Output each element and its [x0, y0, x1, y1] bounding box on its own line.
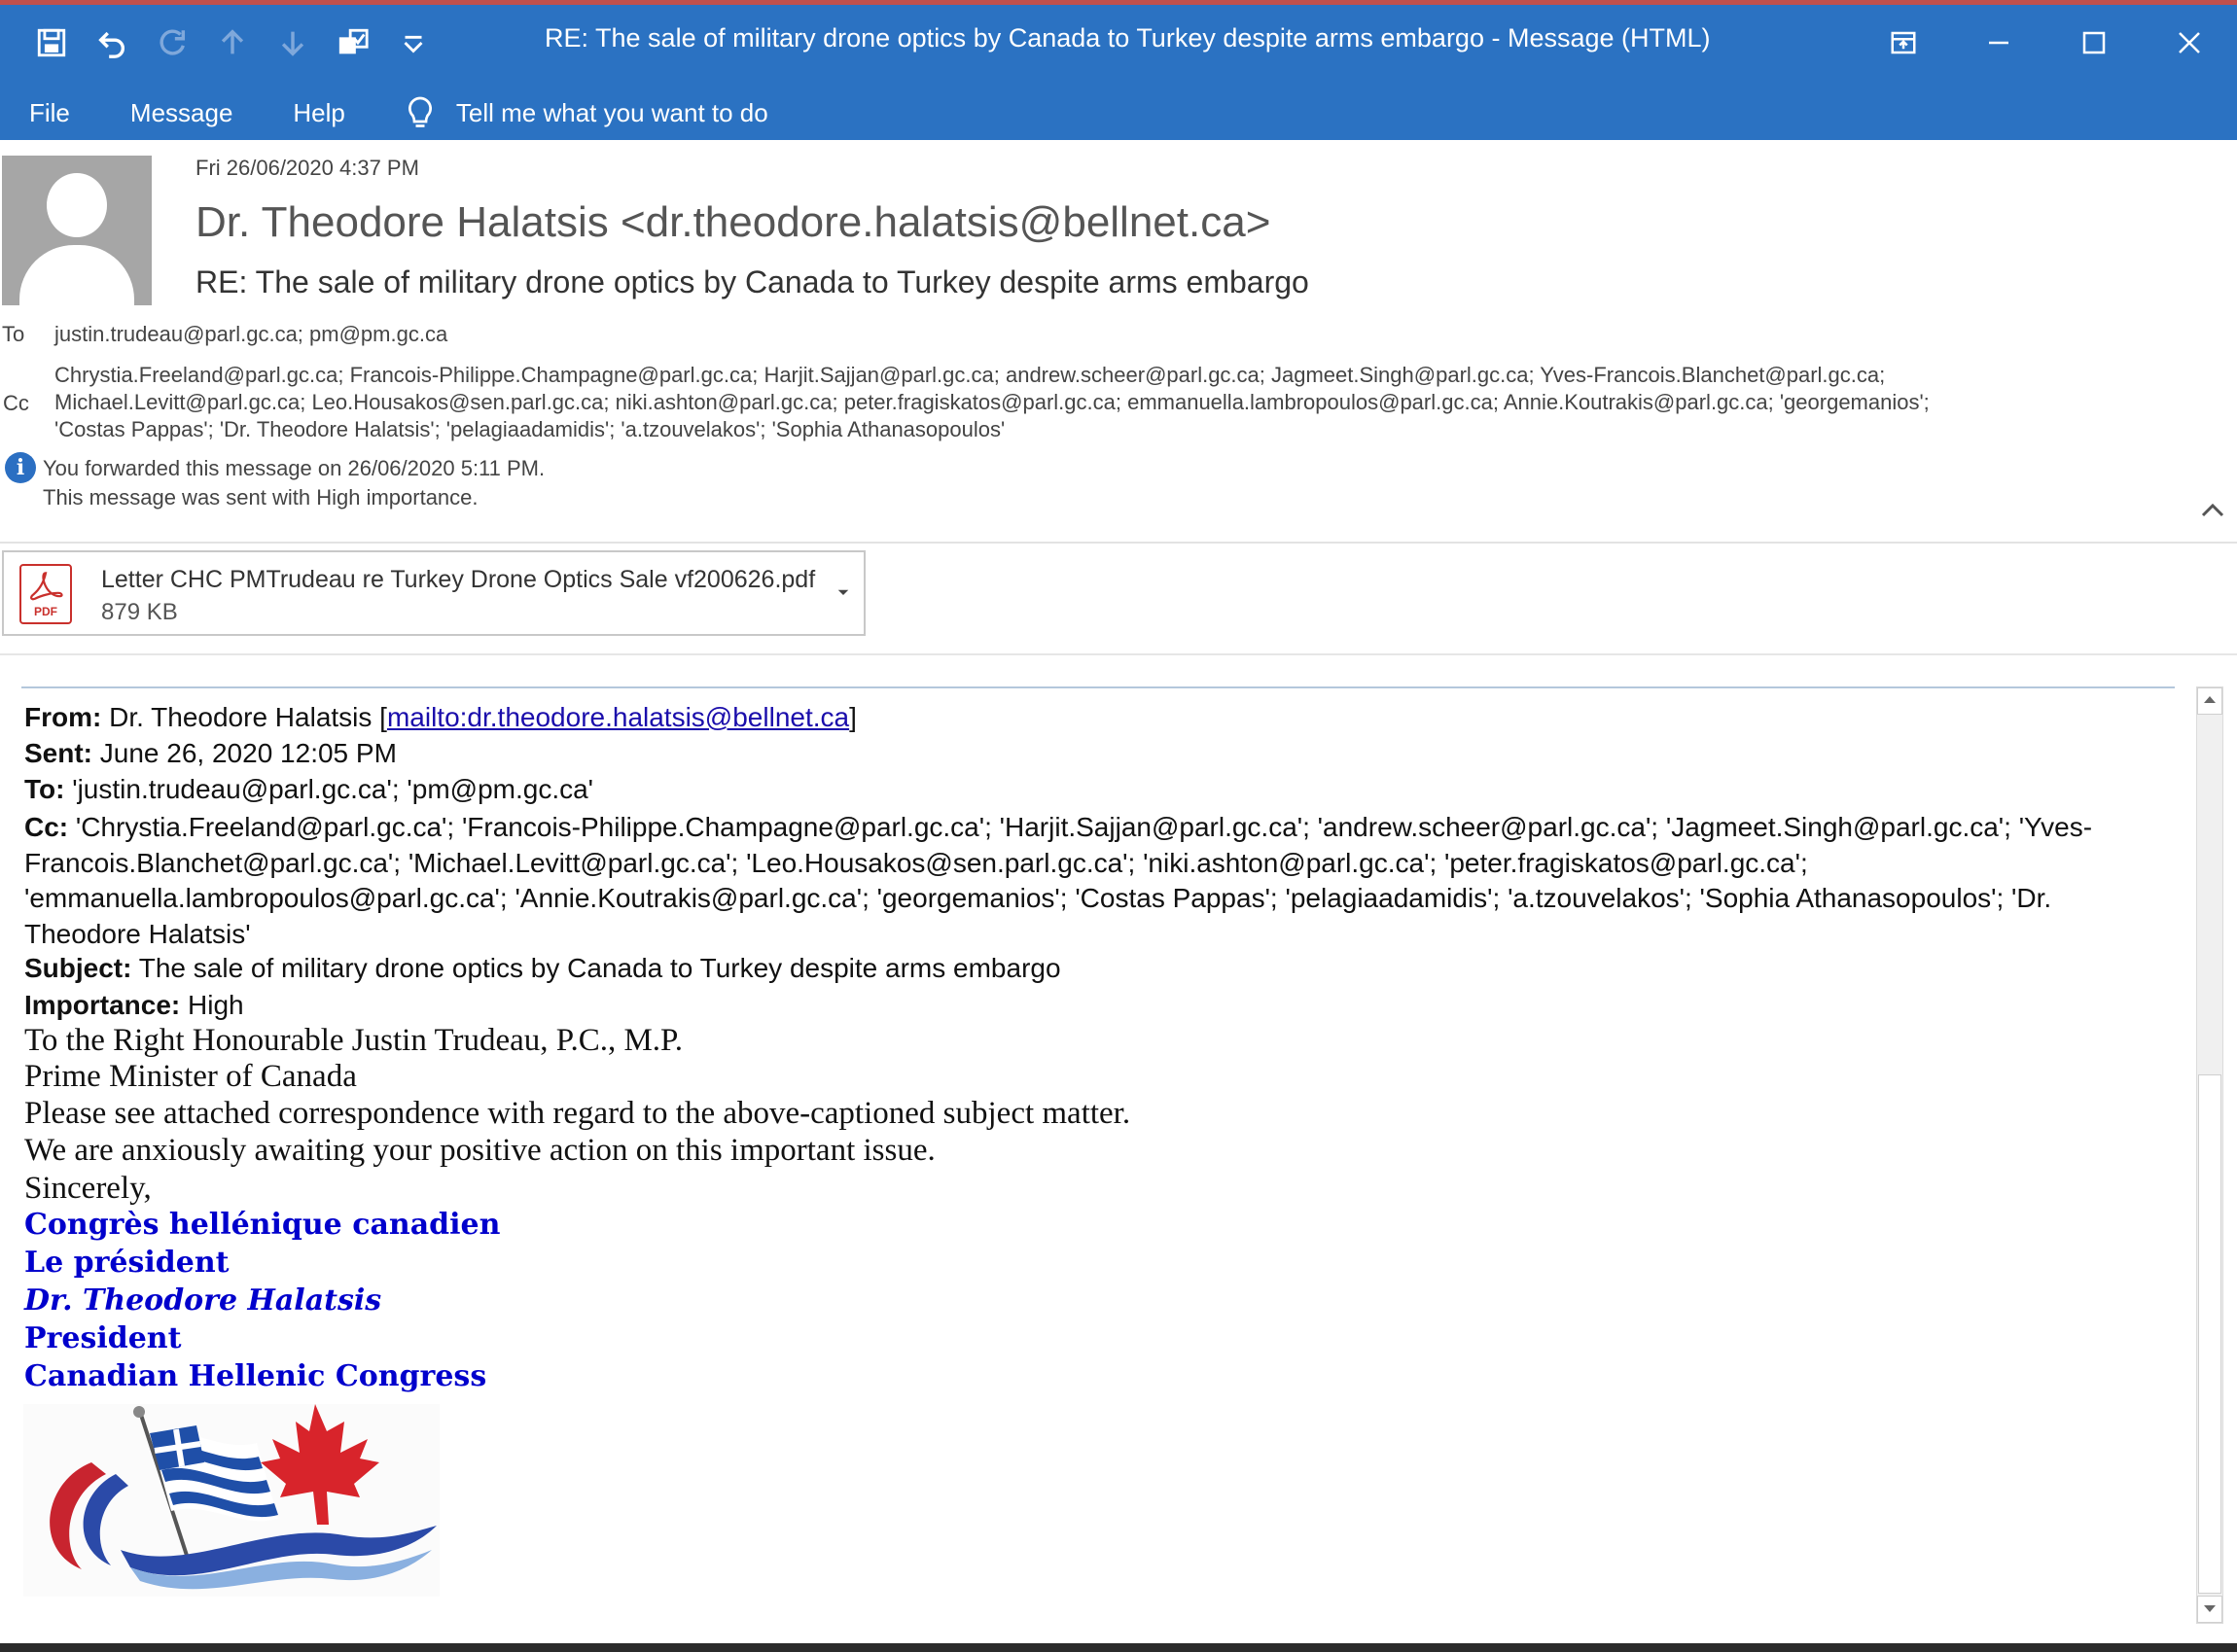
body-from-name: Dr. Theodore Halatsis [	[101, 702, 387, 732]
body-sent-line	[24, 738, 397, 769]
tab-file[interactable]: File	[29, 97, 70, 127]
chevron-up-icon[interactable]	[2198, 496, 2227, 525]
acrobat-swirl-shape	[23, 570, 68, 603]
cc-recipients-line-2[interactable]: Michael.Levitt@parl.gc.ca; Leo.Housakos@sen.parl.gc.ca; niki.ashton@parl.gc.ca; peter.fragiskatos@parl.gc.ca; emmanuella.lambropoulos@parl.gc.ca; Annie.Koutrakis@parl.gc.ca; 'georgemanios';	[54, 390, 1930, 414]
signature-title-fr: Le président	[24, 1246, 230, 1280]
attachment-filename: Letter CHC PMTrudeau re Turkey Drone Optics Sale vf200626.pdf	[101, 566, 816, 593]
body-importance-label: Importance:	[24, 990, 181, 1020]
info-icon: i	[5, 452, 36, 483]
maximize-button[interactable]	[2046, 12, 2142, 74]
avatar-body-shape	[19, 245, 134, 305]
ribbon-display-icon	[1889, 28, 1918, 57]
congress-logo	[23, 1404, 440, 1597]
close-icon	[2175, 28, 2204, 57]
pdf-label: PDF	[34, 605, 57, 618]
lightbulb-icon	[406, 95, 435, 130]
ribbon-tabs	[0, 86, 2237, 140]
body-from-link[interactable]: mailto:dr.theodore.halatsis@bellnet.ca	[386, 702, 850, 732]
next-item-icon	[276, 26, 309, 59]
body-to-line	[24, 774, 593, 805]
previous-item-button[interactable]	[202, 16, 263, 70]
body-cc-value: 'Chrystia.Freeland@parl.gc.ca'; 'Francois-Philippe.Champagne@parl.gc.ca'; 'Harjit.Sajjan@parl.gc.ca'; 'andrew.scheer@parl.gc.ca'; 'Jagmeet.Singh@parl.gc.ca'; 'Yves-Francois.Blanchet@parl.gc.ca'; 'Michael.Levitt@parl.gc.ca'; 'Leo.Housakos@sen.parl.gc.ca'; 'niki.ashton@parl.gc.ca'; 'peter.fragiskatos@parl.gc.ca'; 'emmanuella.lambropoulos@parl.gc.ca'; 'Annie.Koutrakis@parl.gc.ca'; 'georgemanios'; 'Costas Pappas'; 'pelagiaadamidis'; 'a.tzouvelakos'; 'Sophia Athanasopoulos'; 'Dr. Theodore Halatsis'	[24, 812, 2093, 949]
minimize-icon	[1984, 28, 2013, 57]
cc-label: Cc	[3, 391, 29, 415]
tell-me-label: Tell me what you want to do	[455, 97, 768, 127]
tell-me-search[interactable]	[406, 95, 768, 130]
signature-name: Dr. Theodore Halatsis	[24, 1283, 382, 1318]
letter-recipient-title: Prime Minister of Canada	[24, 1059, 357, 1094]
body-separator	[21, 686, 2175, 688]
body-from-close: ]	[849, 702, 857, 732]
scroll-up-icon	[2198, 688, 2221, 712]
maximize-icon	[2079, 28, 2109, 57]
body-sent-label: Sent:	[24, 738, 92, 768]
body-from-label: From:	[24, 702, 102, 732]
rules-button[interactable]	[323, 16, 383, 70]
undo-icon	[95, 26, 128, 59]
body-subject-line	[24, 953, 1061, 984]
header-divider	[0, 542, 2237, 544]
body-importance-value: High	[180, 990, 244, 1020]
redo-icon	[156, 26, 189, 59]
sender-avatar	[2, 156, 152, 305]
chevron-down-icon[interactable]	[834, 583, 852, 601]
taskbar-edge	[0, 1643, 2237, 1652]
body-cc-block	[24, 810, 2164, 952]
window-controls	[1856, 12, 2237, 74]
to-recipients[interactable]: justin.trudeau@parl.gc.ca; pm@pm.gc.ca	[54, 322, 448, 346]
body-subject-label: Subject:	[24, 953, 132, 983]
undo-button[interactable]	[82, 16, 142, 70]
minimize-button[interactable]	[1951, 12, 2046, 74]
sent-date: Fri 26/06/2020 4:37 PM	[195, 156, 419, 180]
tab-help[interactable]: Help	[293, 97, 345, 127]
ribbon-display-button[interactable]	[1856, 12, 1951, 74]
window-title: RE: The sale of military drone optics by Canada to Turkey despite arms embargo - Message (HTML)	[545, 23, 1711, 53]
vertical-scrollbar[interactable]	[2196, 686, 2223, 1624]
attachment-size: 879 KB	[101, 599, 178, 625]
body-to-label: To:	[24, 774, 65, 804]
next-item-button[interactable]	[263, 16, 323, 70]
message-subject: RE: The sale of military drone optics by Canada to Turkey despite arms embargo	[195, 264, 1309, 299]
rules-icon	[337, 26, 370, 59]
cc-recipients-line-1[interactable]: Chrystia.Freeland@parl.gc.ca; Francois-Philippe.Champagne@parl.gc.ca; Harjit.Sajjan@parl.gc.ca; andrew.scheer@parl.gc.ca; Jagmeet.Singh@parl.gc.ca; Yves-Francois.Blanchet@parl.gc.ca;	[54, 363, 1886, 387]
redo-button[interactable]	[142, 16, 202, 70]
scrollbar-thumb[interactable]	[2198, 1074, 2221, 1594]
customize-qat-icon	[397, 26, 430, 59]
letter-salutation: To the Right Honourable Justin Trudeau, P.C., M.P.	[24, 1023, 683, 1058]
body-subject-value: The sale of military drone optics by Canada to Turkey despite arms embargo	[131, 953, 1061, 983]
quick-access-toolbar	[21, 16, 444, 70]
tab-message[interactable]: Message	[129, 97, 233, 127]
info-forwarded: You forwarded this message on 26/06/2020 5:11 PM.	[43, 456, 546, 480]
sender-name[interactable]: Dr. Theodore Halatsis <dr.theodore.halatsis@bellnet.ca>	[195, 198, 1271, 246]
body-from-line	[24, 702, 857, 733]
body-to-value: 'justin.trudeau@parl.gc.ca'; 'pm@pm.gc.ca'	[64, 774, 594, 804]
title-bar-accent	[0, 0, 2237, 5]
save-button[interactable]	[21, 16, 82, 70]
attachment-card[interactable]	[2, 550, 866, 636]
signature-org-fr: Congrès hellénique canadien	[24, 1208, 501, 1242]
letter-closing: Sincerely,	[24, 1171, 152, 1206]
info-importance: This message was sent with High importance.	[43, 485, 479, 510]
close-button[interactable]	[2142, 12, 2237, 74]
scroll-down-icon	[2198, 1597, 2221, 1620]
signature-title-en: President	[24, 1321, 182, 1355]
letter-paragraph-1: Please see attached correspondence with regard to the above-captioned subject matter.	[24, 1096, 1131, 1131]
previous-item-icon	[216, 26, 249, 59]
body-cc-label: Cc:	[24, 812, 69, 842]
body-importance-line	[24, 990, 244, 1021]
cc-recipients-line-3[interactable]: 'Costas Pappas'; 'Dr. Theodore Halatsis'; 'pelagiaadamidis'; 'a.tzouvelakos'; 'Sophia Athanasopoulos'	[54, 417, 1006, 441]
to-label: To	[2, 322, 25, 346]
signature-org-en: Canadian Hellenic Congress	[24, 1359, 487, 1393]
title-bar	[0, 0, 2237, 86]
attachment-divider	[0, 653, 2237, 655]
scroll-up-button[interactable]	[2197, 687, 2222, 715]
pdf-icon	[19, 564, 72, 624]
letter-paragraph-2: We are anxiously awaiting your positive action on this important issue.	[24, 1133, 936, 1168]
customize-qat-button[interactable]	[383, 16, 444, 70]
body-sent-value: June 26, 2020 12:05 PM	[92, 738, 397, 768]
avatar-head-shape	[47, 173, 107, 237]
scroll-down-button[interactable]	[2197, 1596, 2222, 1623]
save-icon	[35, 26, 68, 59]
